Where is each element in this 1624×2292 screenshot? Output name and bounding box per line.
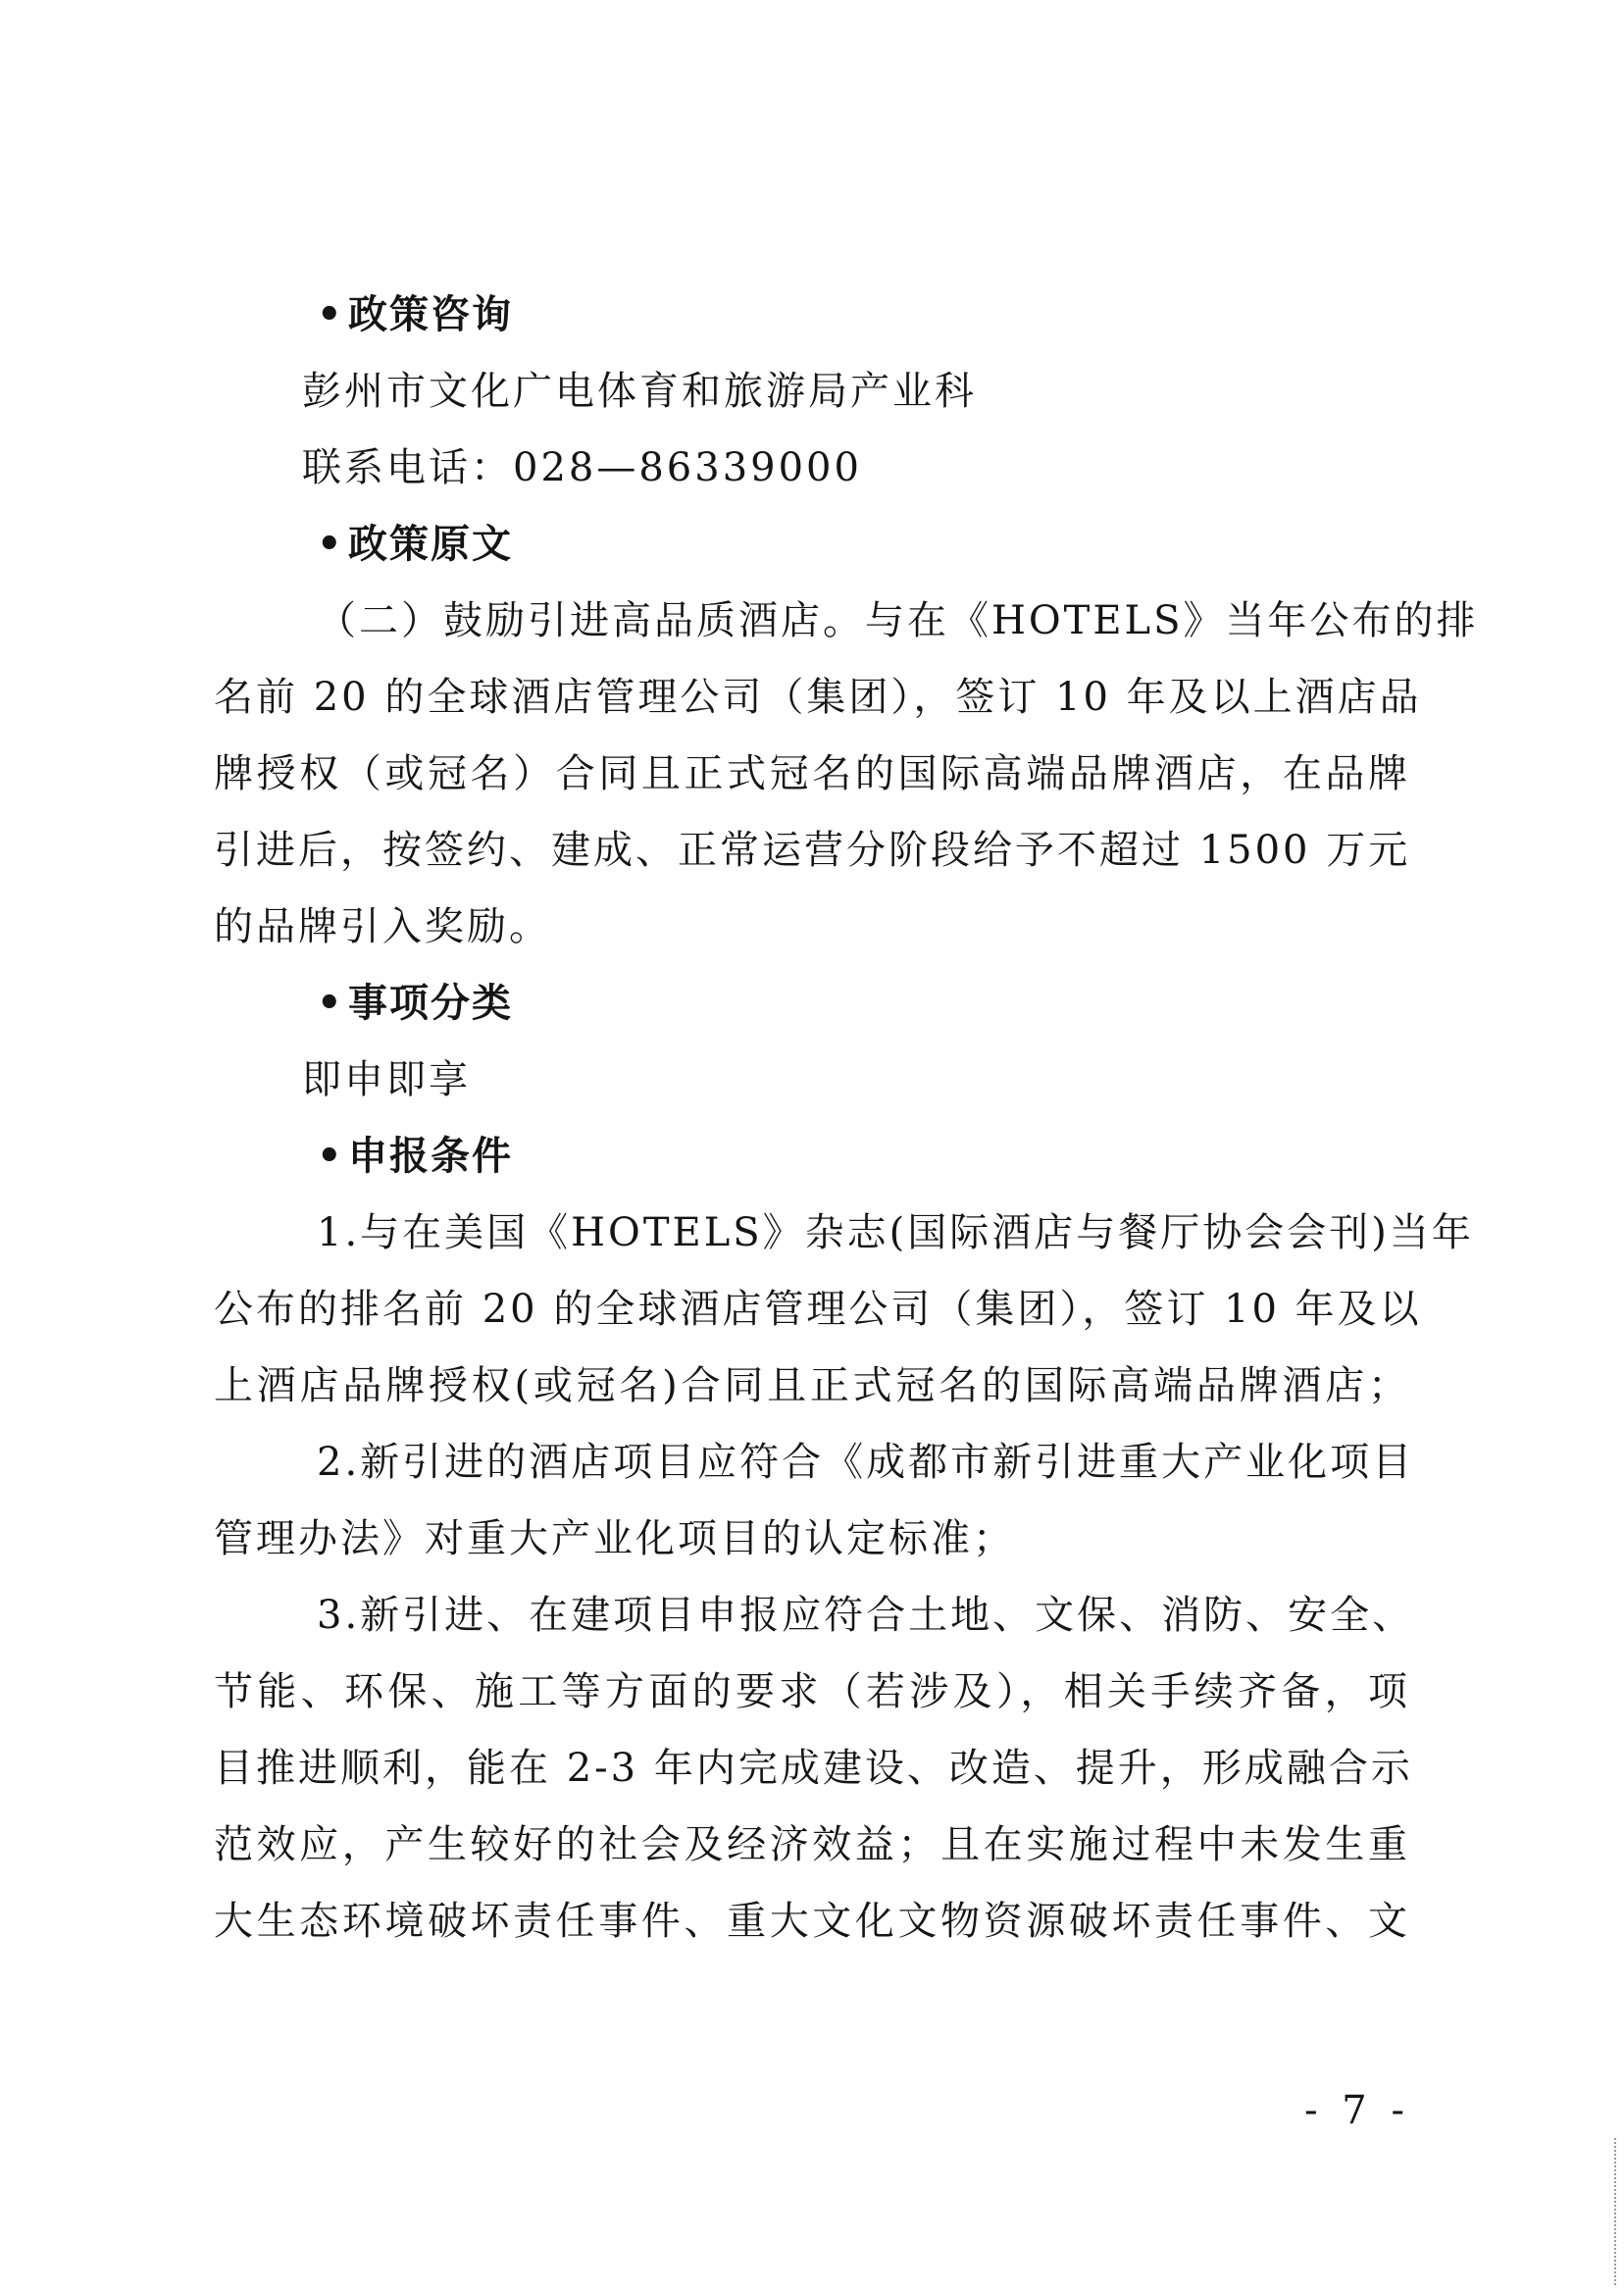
scan-edge-mark: [1611, 2138, 1616, 2285]
paragraph-line: 节能、环保、施工等方面的要求（若涉及），相关手续齐备，项: [214, 1669, 1410, 1714]
bullet-icon: •: [317, 522, 344, 567]
paragraph-line: 目推进顺利，能在 2-3 年内完成建设、改造、提升，形成融合示: [214, 1746, 1413, 1791]
section-heading-original: [214, 506, 1410, 583]
paragraph-line: （二）鼓励引进高品质酒店。与在《HOTELS》当年公布的排: [317, 598, 1479, 643]
paragraph-line: 管理办法》对重大产业化项目的认定标准；: [214, 1516, 1015, 1561]
page-number: - 7 -: [1304, 2088, 1410, 2133]
category-value: 即申即享: [302, 1057, 471, 1102]
bullet-icon: •: [317, 981, 344, 1026]
paragraph-line: 牌授权（或冠名）合同且正式冠名的国际高端品牌酒店，在品牌: [214, 751, 1410, 796]
section-heading-conditions: [214, 1118, 1410, 1195]
section-heading-category: [214, 965, 1410, 1042]
condition-item-1: [214, 1195, 1474, 1424]
paragraph-line: 范效应，产生较好的社会及经济效益；且在实施过程中未发生重: [214, 1822, 1410, 1867]
paragraph-line: 引进后，按签约、建成、正常运营分阶段给予不超过 1500 万元: [214, 828, 1411, 873]
paragraph-line: 3.新引进、在建项目申报应符合土地、文保、消防、安全、: [317, 1593, 1415, 1638]
bullet-icon: •: [317, 292, 344, 337]
paragraph-line: 2.新引进的酒店项目应符合《成都市新引进重大产业化项目: [317, 1440, 1415, 1485]
paragraph-line: 上酒店品牌授权(或冠名)合同且正式冠名的国际高端品牌酒店；: [214, 1363, 1410, 1408]
heading-text: 申报条件: [348, 1134, 513, 1179]
bullet-icon: •: [317, 1134, 344, 1179]
heading-text: 事项分类: [348, 981, 513, 1026]
paragraph-line: 1.与在美国《HOTELS》杂志(国际酒店与餐厅协会会刊)当年: [317, 1210, 1474, 1255]
section-heading-consult: [214, 277, 1410, 353]
paragraph-line: 的品牌引入奖励。: [214, 904, 551, 949]
document-body: [214, 277, 1479, 1960]
heading-text: 政策咨询: [348, 292, 513, 337]
consult-office: 彭州市文化广电体育和旅游局产业科: [302, 369, 977, 414]
condition-item-2: [214, 1424, 1415, 1577]
heading-text: 政策原文: [348, 522, 513, 567]
consult-phone: 联系电话：028—86339000: [302, 445, 862, 490]
paragraph-line: 大生态环境破坏责任事件、重大文化文物资源破坏责任事件、文: [214, 1899, 1410, 1944]
condition-item-3: [214, 1577, 1415, 1960]
policy-text-paragraph: [214, 583, 1479, 965]
paragraph-line: 公布的排名前 20 的全球酒店管理公司（集团），签订 10 年及以: [214, 1287, 1422, 1332]
paragraph-line: 名前 20 的全球酒店管理公司（集团），签订 10 年及以上酒店品: [214, 675, 1422, 720]
